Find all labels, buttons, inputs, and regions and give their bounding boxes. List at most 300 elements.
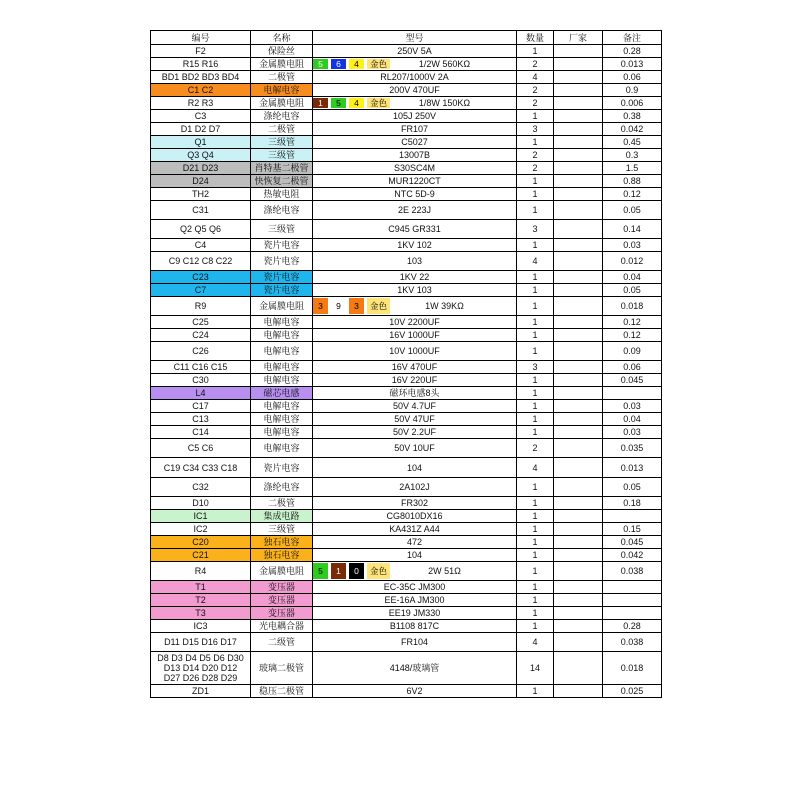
cell-qty: 1 [517,387,554,400]
table-row [151,329,662,342]
cell-name: 三级管 [251,523,313,536]
cell-maker [554,175,603,188]
cell-maker [554,284,603,297]
cell-note [603,607,662,620]
cell-name: 变压器 [251,581,313,594]
cell-id: C4 [151,239,251,252]
cell-model [313,316,517,329]
cell-id: C19 C34 C33 C18 [151,458,251,478]
cell-id: IC1 [151,510,251,523]
color-band: 4 [349,98,364,108]
model-text: 16V 220UF [391,375,438,385]
model-text: 50V 4.7UF [392,401,437,411]
model-text: EE19 JM330 [388,608,441,618]
cell-model [313,374,517,387]
model-text: 6V2 [406,686,423,696]
model-text: 10V 2200UF [389,317,440,327]
cell-qty: 1 [517,510,554,523]
table-row [151,562,662,581]
model-text: 1/8W 150KΩ [418,98,471,108]
cell-qty: 1 [517,413,554,426]
color-band: 0 [349,563,364,579]
table-row [151,149,662,162]
table-row [151,123,662,136]
cell-name: 集成电路 [251,510,313,523]
model-text: FR302 [400,498,428,508]
cell-name: 肖特基二极管 [251,162,313,175]
color-band: 1 [313,98,328,108]
table-row [151,426,662,439]
cell-model [313,497,517,510]
cell-note: 0.012 [603,252,662,271]
cell-model [313,400,517,413]
cell-qty: 1 [517,536,554,549]
cell-model [313,110,517,123]
table-row [151,110,662,123]
cell-id: R4 [151,562,251,581]
cell-maker [554,374,603,387]
cell-note: 0.12 [603,329,662,342]
model-text: B1108 817C [389,621,440,631]
color-band: 金色 [367,59,390,69]
cell-qty: 1 [517,685,554,698]
cell-maker [554,97,603,110]
color-band: 1 [331,563,346,579]
table-row [151,271,662,284]
cell-maker [554,71,603,84]
cell-name: 瓷片电容 [251,458,313,478]
cell-id: BD1 BD2 BD3 BD4 [151,71,251,84]
model-text: 13007B [398,150,431,160]
header-qty: 数量 [517,31,554,45]
cell-maker [554,297,603,316]
cell-note: 0.013 [603,458,662,478]
color-bands [313,298,390,314]
cell-id [151,652,251,685]
table-row [151,536,662,549]
cell-maker [554,58,603,71]
color-bands [313,98,390,108]
table-row [151,162,662,175]
cell-name: 变压器 [251,607,313,620]
table-row [151,581,662,594]
cell-note: 0.042 [603,549,662,562]
cell-model [313,387,517,400]
color-band: 金色 [367,563,390,579]
cell-name: 瓷片电容 [251,284,313,297]
cell-id: C32 [151,478,251,497]
cell-model [313,123,517,136]
cell-name: 电解电容 [251,400,313,413]
cell-name: 涤纶电容 [251,201,313,220]
cell-note: 0.06 [603,361,662,374]
cell-name: 金属膜电阻 [251,97,313,110]
cell-model [313,284,517,297]
cell-id: C9 C12 C8 C22 [151,252,251,271]
cell-name: 金属膜电阻 [251,58,313,71]
table-row [151,510,662,523]
table-row [151,58,662,71]
cell-name: 瓷片电容 [251,271,313,284]
cell-maker [554,271,603,284]
cell-qty: 1 [517,620,554,633]
cell-note: 0.9 [603,84,662,97]
cell-id: D10 [151,497,251,510]
cell-maker [554,110,603,123]
cell-id: D1 D2 D7 [151,123,251,136]
cell-note: 0.045 [603,536,662,549]
cell-note: 0.28 [603,620,662,633]
cell-model [313,84,517,97]
cell-note: 0.18 [603,497,662,510]
cell-qty: 2 [517,162,554,175]
model-text: 1KV 22 [399,272,430,282]
header-model: 型号 [313,31,517,45]
cell-qty: 2 [517,149,554,162]
cell-maker [554,252,603,271]
table-row [151,439,662,458]
table-row [151,607,662,620]
model-text: S30SC4M [393,163,436,173]
cell-qty: 1 [517,497,554,510]
color-band: 5 [313,563,328,579]
cell-model [313,458,517,478]
color-bands [313,59,390,69]
color-band: 9 [331,298,346,314]
cell-qty: 4 [517,458,554,478]
table-row [151,84,662,97]
table-row [151,45,662,58]
cell-note: 0.018 [603,652,662,685]
cell-id: R2 R3 [151,97,251,110]
cell-maker [554,361,603,374]
cell-note: 0.15 [603,523,662,536]
cell-maker [554,633,603,652]
cell-model [313,413,517,426]
cell-id: Q1 [151,136,251,149]
cell-name: 电解电容 [251,439,313,458]
cell-name: 磁芯电感 [251,387,313,400]
cell-name: 金属膜电阻 [251,297,313,316]
cell-maker [554,594,603,607]
cell-model [313,252,517,271]
cell-qty: 3 [517,361,554,374]
table-row [151,549,662,562]
cell-model [313,136,517,149]
model-text: 250V 5A [397,46,432,56]
table-row [151,458,662,478]
cell-model [313,201,517,220]
cell-id: D11 D15 D16 D17 [151,633,251,652]
cell-qty: 3 [517,123,554,136]
model-text: EE-16A JM300 [384,595,445,605]
cell-maker [554,342,603,361]
cell-maker [554,400,603,413]
cell-model [313,536,517,549]
cell-id: C31 [151,201,251,220]
cell-name: 热敏电阻 [251,188,313,201]
cell-qty: 1 [517,136,554,149]
color-bands [313,563,390,579]
cell-id: C11 C16 C15 [151,361,251,374]
cell-maker [554,685,603,698]
id-line: D13 D14 D20 D12 [163,663,238,673]
model-text: C5027 [401,137,428,147]
cell-note: 0.042 [603,123,662,136]
cell-note: 0.45 [603,136,662,149]
cell-note: 0.05 [603,201,662,220]
cell-name: 变压器 [251,594,313,607]
cell-note: 0.045 [603,374,662,387]
cell-id: IC2 [151,523,251,536]
cell-id: C7 [151,284,251,297]
cell-name: 保险丝 [251,45,313,58]
model-text: FR104 [400,637,428,647]
cell-maker [554,497,603,510]
cell-name: 金属膜电阻 [251,562,313,581]
cell-name: 快恢复二极管 [251,175,313,188]
cell-model [313,607,517,620]
cell-id: C21 [151,549,251,562]
cell-maker [554,549,603,562]
cell-model [313,478,517,497]
table-row [151,342,662,361]
model-text: 4148/玻璃管 [389,663,440,673]
model-text: 104 [406,462,423,473]
cell-name: 三级管 [251,220,313,239]
header-maker: 厂家 [554,31,603,45]
table-row [151,136,662,149]
cell-note: 0.38 [603,110,662,123]
cell-qty: 1 [517,329,554,342]
model-text: 16V 1000UF [389,330,440,340]
model-text: KA431Z A44 [389,524,440,534]
cell-note: 0.06 [603,71,662,84]
cell-qty: 2 [517,84,554,97]
cell-maker [554,329,603,342]
cell-note: 0.018 [603,297,662,316]
header-row [151,31,662,45]
cell-model [313,97,517,110]
cell-name: 独石电容 [251,549,313,562]
cell-maker [554,523,603,536]
header-note: 备注 [603,31,662,45]
color-band: 5 [313,59,328,69]
cell-qty: 1 [517,581,554,594]
cell-qty: 1 [517,45,554,58]
model-text: 16V 470UF [391,362,438,372]
cell-note: 0.28 [603,45,662,58]
model-text: 2E 223J [397,205,432,215]
model-text: 10V 1000UF [389,346,440,356]
cell-model [313,510,517,523]
cell-maker [554,387,603,400]
table-row [151,188,662,201]
table-row [151,620,662,633]
cell-model [313,594,517,607]
table-row [151,284,662,297]
model-text: 磁环电感8头 [389,388,440,398]
cell-name: 玻璃二极管 [251,652,313,685]
cell-id: C5 C6 [151,439,251,458]
cell-maker [554,620,603,633]
model-text: NTC 5D-9 [394,189,435,199]
cell-qty: 4 [517,71,554,84]
color-band: 4 [349,59,364,69]
cell-note: 0.05 [603,478,662,497]
cell-model [313,523,517,536]
cell-maker [554,123,603,136]
cell-note [603,581,662,594]
model-text: CG8010DX16 [386,511,443,521]
cell-model [313,581,517,594]
color-band: 5 [331,98,346,108]
id-line: D8 D3 D4 D5 D6 D30 [157,653,244,663]
table-row [151,97,662,110]
cell-id: TH2 [151,188,251,201]
cell-name: 电解电容 [251,374,313,387]
cell-maker [554,439,603,458]
model-text: RL207/1000V 2A [380,72,449,82]
cell-name: 电解电容 [251,413,313,426]
cell-qty: 1 [517,110,554,123]
cell-note: 1.5 [603,162,662,175]
table-row [151,478,662,497]
model-text: 1KV 103 [397,285,432,295]
bom-table [150,30,662,698]
table-row [151,239,662,252]
cell-qty: 1 [517,271,554,284]
table-row [151,652,662,685]
cell-id: C26 [151,342,251,361]
cell-maker [554,536,603,549]
cell-qty: 1 [517,342,554,361]
cell-id: T1 [151,581,251,594]
cell-note: 0.035 [603,439,662,458]
model-text: 472 [406,537,423,547]
cell-name: 涤纶电容 [251,110,313,123]
cell-note: 0.04 [603,271,662,284]
cell-qty: 2 [517,58,554,71]
cell-maker [554,162,603,175]
cell-model [313,685,517,698]
cell-maker [554,426,603,439]
model-text: 1W 39KΩ [425,301,464,311]
id-line: D27 D26 D28 D29 [163,673,238,683]
cell-maker [554,562,603,581]
cell-qty: 14 [517,652,554,685]
model-text: 2W 51Ω [428,566,461,576]
cell-model [313,562,517,581]
cell-name: 电解电容 [251,361,313,374]
cell-qty: 1 [517,523,554,536]
cell-note [603,387,662,400]
table-row [151,316,662,329]
header-id: 编号 [151,31,251,45]
cell-name: 电解电容 [251,84,313,97]
cell-name: 瓷片电容 [251,252,313,271]
cell-model [313,297,517,316]
cell-id: D24 [151,175,251,188]
model-text: 200V 470UF [389,85,440,95]
cell-name: 二极管 [251,123,313,136]
cell-model [313,271,517,284]
model-text: 105J 250V [392,111,437,121]
cell-name: 瓷片电容 [251,239,313,252]
cell-maker [554,201,603,220]
cell-qty: 1 [517,188,554,201]
table-row [151,633,662,652]
cell-qty: 1 [517,562,554,581]
color-band: 金色 [367,298,390,314]
cell-qty: 3 [517,220,554,239]
cell-note: 0.038 [603,633,662,652]
cell-name: 二极管 [251,71,313,84]
cell-name: 稳压二极管 [251,685,313,698]
cell-id: C20 [151,536,251,549]
table-row [151,400,662,413]
cell-qty: 2 [517,439,554,458]
table-row [151,175,662,188]
cell-maker [554,458,603,478]
cell-note: 0.09 [603,342,662,361]
cell-maker [554,478,603,497]
cell-id: T3 [151,607,251,620]
cell-model [313,239,517,252]
cell-id: C13 [151,413,251,426]
header-name: 名称 [251,31,313,45]
cell-id: L4 [151,387,251,400]
cell-id: C24 [151,329,251,342]
cell-model [313,549,517,562]
cell-maker [554,413,603,426]
cell-note: 0.12 [603,188,662,201]
table-row [151,387,662,400]
cell-name: 三级管 [251,149,313,162]
table-row [151,252,662,271]
cell-id: C14 [151,426,251,439]
cell-id: C17 [151,400,251,413]
cell-name: 电解电容 [251,426,313,439]
cell-model [313,149,517,162]
cell-name: 独石电容 [251,536,313,549]
cell-note [603,510,662,523]
cell-model [313,71,517,84]
cell-id: Q2 Q5 Q6 [151,220,251,239]
cell-model [313,45,517,58]
model-text: EC-35C JM300 [383,582,446,592]
model-text: 103 [406,256,423,266]
color-band: 金色 [367,98,390,108]
cell-model [313,58,517,71]
cell-qty: 1 [517,175,554,188]
cell-name: 涤纶电容 [251,478,313,497]
model-text: 2A102J [399,482,430,492]
cell-model [313,162,517,175]
color-band: 3 [349,298,364,314]
model-text: 50V 2.2UF [392,427,437,437]
table-row [151,297,662,316]
cell-id: D21 D23 [151,162,251,175]
cell-note: 0.006 [603,97,662,110]
cell-maker [554,188,603,201]
cell-qty: 1 [517,607,554,620]
model-text: 50V 10UF [394,443,435,453]
cell-note: 0.05 [603,284,662,297]
cell-qty: 4 [517,633,554,652]
color-band: 3 [313,298,328,314]
cell-name: 二级管 [251,633,313,652]
